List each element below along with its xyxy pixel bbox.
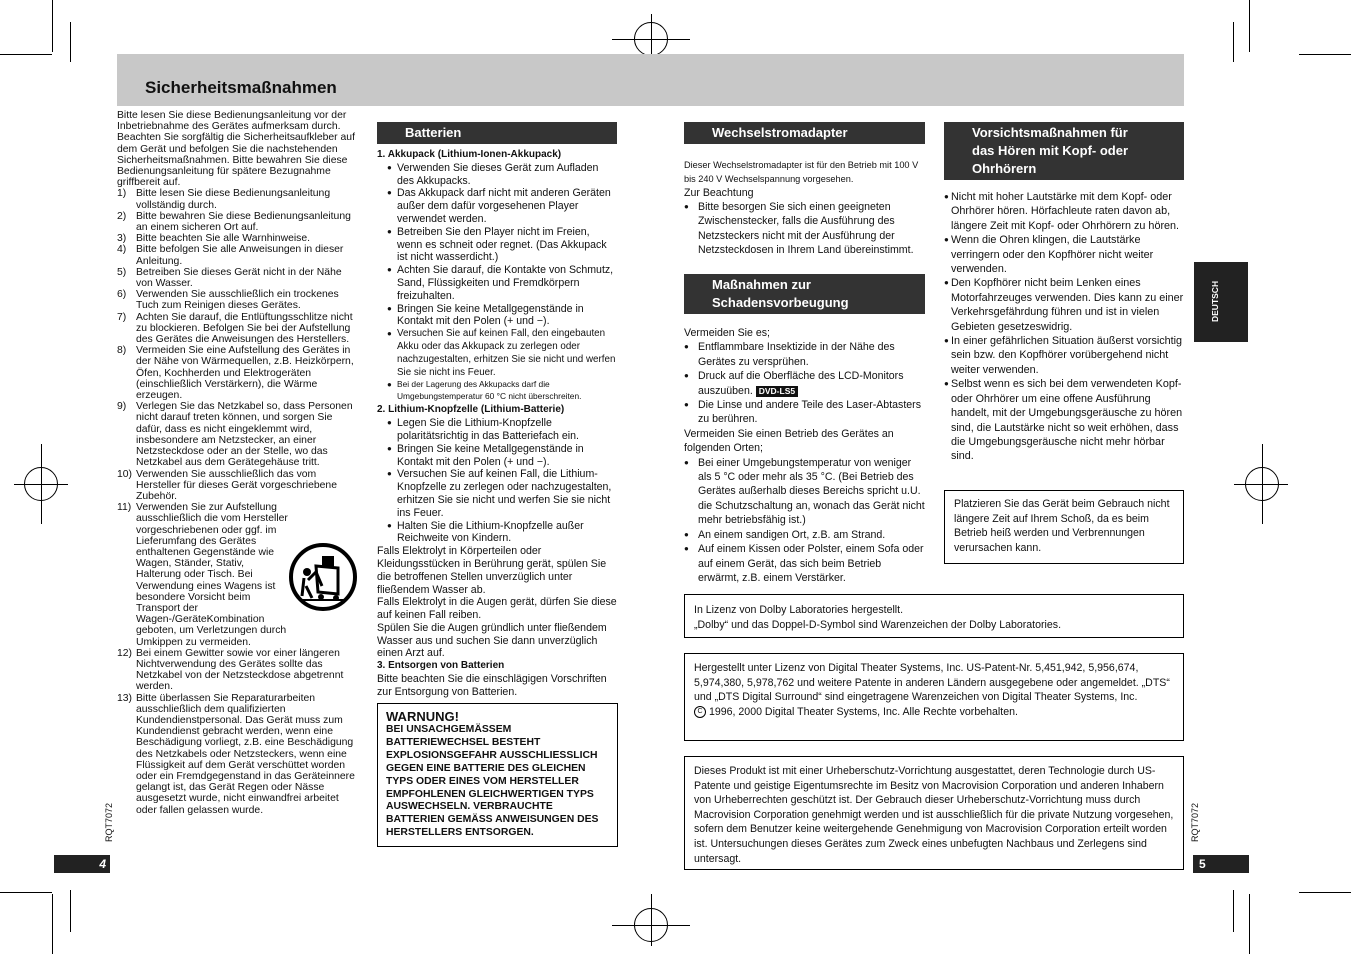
section-header: Vorsichtsmaßnahmen für das Hören mit Kopf- oder Ohrhörern — [944, 122, 1184, 180]
title-band — [117, 54, 1184, 106]
crop-mark — [1249, 0, 1250, 52]
page-number-right: 5 — [1193, 855, 1249, 873]
crop-mark — [52, 894, 53, 954]
section-header: Wechselstromadapter — [684, 122, 925, 144]
body-text: Falls Elektrolyt in Körperteilen oder Kleidungsstücken in Berührung gerät, spülen Sie die betroffenen Stellen unverzüglich unter fließendem Wasser ab. — [377, 545, 607, 596]
list-item: ● Wenn die Ohren klingen, die Lautstärke verringern oder den Kopfhörer nicht weiter verwenden. — [944, 233, 1184, 276]
list-item: 13) Bitte überlassen Sie Reparaturarbeiten ausschließlich dem qualifizierten Kundendienstpersonal. Das Gerät muss zum Kundendienst gebracht werden, wenn eine Beschädigung vorliegt, z.B. eine Beschädigung des Netzkabels oder Netzsteckers, wenn eine Flüssigkeit auf dem Gerät verschüttet worden oder ein Fremdgegenstand in das Geräteinnere gelangt ist, das Gerät Regen oder Nässe ausgesetzt wurde, nicht einwandfrei arbeitet oder fallen gelassen wurde. — [117, 692, 355, 816]
list-item: ● Versuchen Sie auf keinen Fall, die Lithium-Knopfzelle zu zerlegen oder nachzugestalten, erhitzen Sie sie nicht und werfen Sie sie nicht ins Feuer. — [383, 468, 617, 519]
crop-mark — [1249, 894, 1250, 954]
warning-text: BEI UNSACHGEMÄSSEM BATTERIEWECHSEL BESTEHT EXPLOSIONSGEFAHR AUSSCHLIESSLICH GEGEN EINE BATTERIE DES GLEICHEN TYPS ODER EINES VOM HERSTELLER EMPFOHLENEN GLEICHWERTIGEN TYPS AUSWECHSELN. VERBRAUCHTE BATTERIEN GEMÄSS ANWEISUNGEN DES HERSTELLERS ENTSORGEN. — [386, 724, 599, 839]
headphone-section — [944, 122, 1184, 464]
subheading: Zur Beachtung — [684, 187, 754, 199]
list-item: ● Druck auf die Oberfläche des LCD-Monitors auszuüben. DVD-LS5 — [684, 369, 925, 398]
warning-title: WARNUNG! — [386, 709, 459, 724]
crop-mark — [52, 0, 53, 52]
list-item: ● Bei der Lagerung des Akkupacks darf die Umgebungstemperatur 60 °C nicht überschreiten. — [383, 379, 617, 402]
copyright-icon: C — [694, 706, 706, 718]
list-item: ● Achten Sie darauf, die Kontakte von Schmutz, Sand, Flüssigkeiten und Fremdkörpern freizuhalten. — [383, 264, 617, 302]
cart-tip-over-icon — [288, 542, 358, 612]
list-item: 6) Verwenden Sie ausschließlich ein trockenes Tuch zum Reinigen dieses Gerätes. — [117, 289, 339, 312]
body-text: Dieser Wechselstromadapter ist für den Betrieb mit 100 V bis 240 V Wechselspannung vorgesehen. — [684, 160, 919, 184]
language-tab: DEUTSCH — [1194, 262, 1248, 342]
crop-mark — [70, 890, 71, 932]
document-code: RQT7072 — [104, 802, 114, 842]
list-item: 1) Bitte lesen Sie diese Bedienungsanleitung vollständig durch. — [117, 188, 331, 211]
crop-mark — [0, 54, 52, 55]
list-item: ● Die Linse und andere Teile des Laser-Abtasters zu berühren. — [684, 398, 925, 427]
instruction-list — [117, 188, 358, 815]
page-title: Sicherheitsmaßnahmen — [145, 78, 337, 97]
list-item: ● Versuchen Sie auf keinen Fall, den eingebauten Akku oder das Akkupack zu zerlegen oder nachzugestalten, erhitzen Sie sie nicht und werfen Sie sie nicht ins Feuer. — [383, 328, 617, 379]
damage-prevention-section — [684, 274, 925, 585]
list-item: 12) Bei einem Gewitter sowie vor einer längeren Nichtverwendung des Gerätes sollte das Netzkabel von der Netzsteckdose abgetrennt werden. — [117, 647, 344, 693]
intro-text: Bitte lesen Sie diese Bedienungsanleitung vor der Inbetriebnahme des Gerätes aufmerksam durch. Beachten Sie sorgfältig die Sicherheitsaufkleber auf dem Gerät und befolgen Sie die nachstehenden Sicherheitsmaßnahmen. Bitte bewahren Sie diese Bedienungsanleitung für spätere Bezugnahme griffbereit auf. — [117, 110, 355, 189]
list-item: ● Das Akkupack darf nicht mit anderen Geräten außer dem dafür vorgesehenen Player verwendet werden. — [383, 187, 617, 225]
list-item: ● Nicht mit hoher Lautstärke mit dem Kopf- oder Ohrhörer hören. Hörfachleute raten davon ab, längere Zeit mit Kopf- oder Ohrhörern zu hören. — [944, 190, 1184, 233]
list-item: ● Bringen Sie keine Metallgegenstände in Kontakt mit den Polen (+ und −). — [383, 443, 617, 469]
dolby-notice: In Lizenz von Dolby Laboratories hergestellt. „Dolby“ und das Doppel-D-Symbol sind Warenzeichen der Dolby Laboratories. — [684, 594, 1184, 638]
section-header: Batterien — [377, 122, 617, 144]
macrovision-notice: Dieses Produkt ist mit einer Urheberschutz-Vorrichtung ausgestattet, deren Technologie durch US-Patente und geistige Eigentumsrechte im Besitz von Macrovision Corporation und anderen Inhabern von Urheberrechten geschützt ist. Der Gebrauch dieser Urheberschutz-Vorrichtung muss durch Macrovision Corporation genehmigt werden und ist ausschließlich für die private Nutzung vorgesehen, sofern dem Benutzer keine weitergehende Genehmigung von Macrovision Corporation erteilt worden ist. Untersuchungen dieses Gerätes zum Zweck eines unbefugten Nachbaus und Zerlegens sind untersagt. — [684, 756, 1184, 870]
crop-mark — [1233, 890, 1234, 932]
list-item: 4) Bitte befolgen Sie alle Anweisungen in dieser Anleitung. — [117, 244, 344, 267]
list-item: ● Entflammbare Insektizide in der Nähe des Gerätes zu versprühen. — [684, 340, 925, 369]
body-text: Bitte beachten Sie die einschlägigen Vorschriften zur Entsorgung von Batterien. — [377, 673, 607, 698]
list-item: ● Halten Sie die Lithium-Knopfzelle außer Reichweite von Kindern. — [383, 520, 617, 546]
subheading: 2. Lithium-Knopfzelle (Lithium-Batterie) — [377, 404, 565, 416]
list-item: ● Den Kopfhörer nicht beim Lenken eines Motorfahrzeuges verwenden. Dies kann zu einer Verkehrsgefährdung führen und ist in vielen Gebieten gesetzeswidrig. — [944, 276, 1184, 334]
list-item: ● Legen Sie die Lithium-Knopfzelle polaritätsrichtig in das Batteriefach ein. — [383, 417, 617, 443]
left-column — [117, 110, 358, 816]
body-text: Falls Elektrolyt in die Augen gerät, dürfen Sie diese auf keinen Fall reiben. — [377, 596, 617, 622]
lap-warning-box: Platzieren Sie das Gerät beim Gebrauch nicht längere Zeit auf Ihrem Schoß, da es beim Betrieb heiß werden und Verbrennungen verursachen kann. — [944, 490, 1184, 564]
list-item: 5) Betreiben Sie dieses Gerät nicht in der Nähe von Wasser. — [117, 266, 342, 290]
list-item: ● Auf einem Kissen oder Polster, einem Sofa oder auf einem Gerät, das sich beim Betrieb erwärmt, z.B. einem Verstärker. — [684, 542, 925, 585]
body-text: Vermeiden Sie es; — [684, 327, 770, 339]
list-item: ● Verwenden Sie dieses Gerät zum Aufladen des Akkupacks. — [383, 162, 617, 188]
list-item: 11) Verwenden Sie zur Aufstellung ausschließlich die vom Hersteller vorgeschriebenen oder ggf. im Lieferumfang des Gerätes enthaltenen Gegenstände wie Wagen, Ständer, Stativ, Halterung oder Tisch. Bei Verwendung eines Wagens ist besondere Vorsicht beim Transport der Wagen-/GerätеKombination geboten, um Verletzungen durch Umkippen zu vermeiden. — [117, 502, 288, 648]
list-item: 7) Achten Sie darauf, die Entlüftungsschlitze nicht zu blockieren. Befolgen Sie bei der Aufstellung des Gerätes die Anweisungen des Herstellers. — [117, 311, 353, 346]
document-code: RQT7072 — [1190, 802, 1200, 842]
list-item: 3) Bitte beachten Sie alle Warnhinweise. — [117, 233, 311, 245]
model-tag: DVD-LS5 — [756, 386, 798, 397]
adapter-section — [684, 122, 925, 258]
list-item: 10) Verwenden Sie ausschließlich das vom Hersteller für dieses Gerät vorgeschriebene Zubehör. — [117, 468, 337, 502]
list-item: ● An einem sandigen Ort, z.B. am Strand. — [684, 528, 925, 542]
section-header: Maßnahmen zur Schadensvorbeugung — [684, 274, 925, 314]
warning-box — [377, 703, 618, 847]
list-item: ● Bitte besorgen Sie sich einen geeigneten Zwischenstecker, falls die Ausführung des Netzsteckers nicht mit der Ausführung der Netzsteckdosen in Ihrem Land übereinstimmt. — [684, 200, 925, 258]
list-item: 8) Vermeiden Sie eine Aufstellung des Gerätes in der Nähe von Wärmequellen, z.B. Heizkörpern, Öfen, Kochherden und Elektrogeräten (einschließlich Verstärkern), die Wärme erzeugen. — [117, 345, 354, 402]
crop-mark — [0, 892, 52, 893]
list-item: 2) Bitte bewahren Sie diese Bedienungsanleitung an einem sicheren Ort auf. — [117, 210, 351, 234]
body-text: Vermeiden Sie einen Betrieb des Gerätes an folgenden Orten; — [684, 427, 894, 455]
list-item: ● In einer gefährlichen Situation äußerst vorsichtig sein bzw. den Kopfhörer vorübergehend nicht weiter verwenden. — [944, 334, 1184, 377]
subheading: 3. Entsorgen von Batterien — [377, 660, 505, 672]
list-item: ● Bei einer Umgebungstemperatur von weniger als 5 °C oder mehr als 35 °C. (Bei Betrieb des Gerätes außerhalb dieses Bereichs spricht u.U. die Schutzschaltung an, wonach das Gerät nicht mehr betriebsfähig ist.) — [684, 456, 925, 528]
crop-mark — [70, 22, 71, 62]
crop-mark — [1299, 54, 1351, 55]
list-item: ● Selbst wenn es sich bei dem verwendeten Kopf- oder Ohrhörer um eine offene Ausführung handelt, mit der Umgebungsgeräusche zu hören sind, die Lautstärke nicht so weit erhöhen, dass die Umgebungsgeräusche nicht mehr hörbar sind. — [944, 377, 1184, 463]
list-item: ● Betreiben Sie den Player nicht im Freien, wenn es schneit oder regnet. (Das Akkupack ist nicht wasserdicht.) — [383, 226, 617, 264]
dts-notice: Hergestellt unter Lizenz von Digital Theater Systems, Inc. US-Patent-Nr. 5,451,942, 5,956,674, 5,974,380, 5,978,762 und weitere Patente in anderen Ländern ausgegebene oder angemeldet. „DTS“ und „DTS Digital Surround“ sind eingetragene Warenzeichen von Digital Theater Systems, Inc. C 1996, 2000 Digital Theater Systems, Inc. Alle Rechte vorbehalten. — [684, 653, 1184, 741]
list-item: 9) Verlegen Sie das Netzkabel so, dass Personen nicht darauf treten können, und sorgen Sie dafür, dass es nicht eingeklemmt wird, insbesondere am Netzstecker, an einer Netzsteckdose oder an der Stelle, wo das Netzkabel aus dem Gerätegehäuse tritt. — [117, 401, 353, 469]
subheading: 1. Akkupack (Lithium-Ionen-Akkupack) — [377, 149, 562, 160]
crop-mark — [1299, 892, 1351, 893]
list-item: ● Bringen Sie keine Metallgegenstände in Kontakt mit den Polen (+ und −). — [383, 303, 617, 329]
batterien-section — [377, 122, 617, 699]
body-text: Spülen Sie die Augen gründlich unter fließendem Wasser aus und suchen Sie dann unverzüglich einen Arzt auf. — [377, 621, 607, 660]
page-number-left: 4 — [54, 855, 110, 873]
crop-mark — [1233, 22, 1234, 62]
